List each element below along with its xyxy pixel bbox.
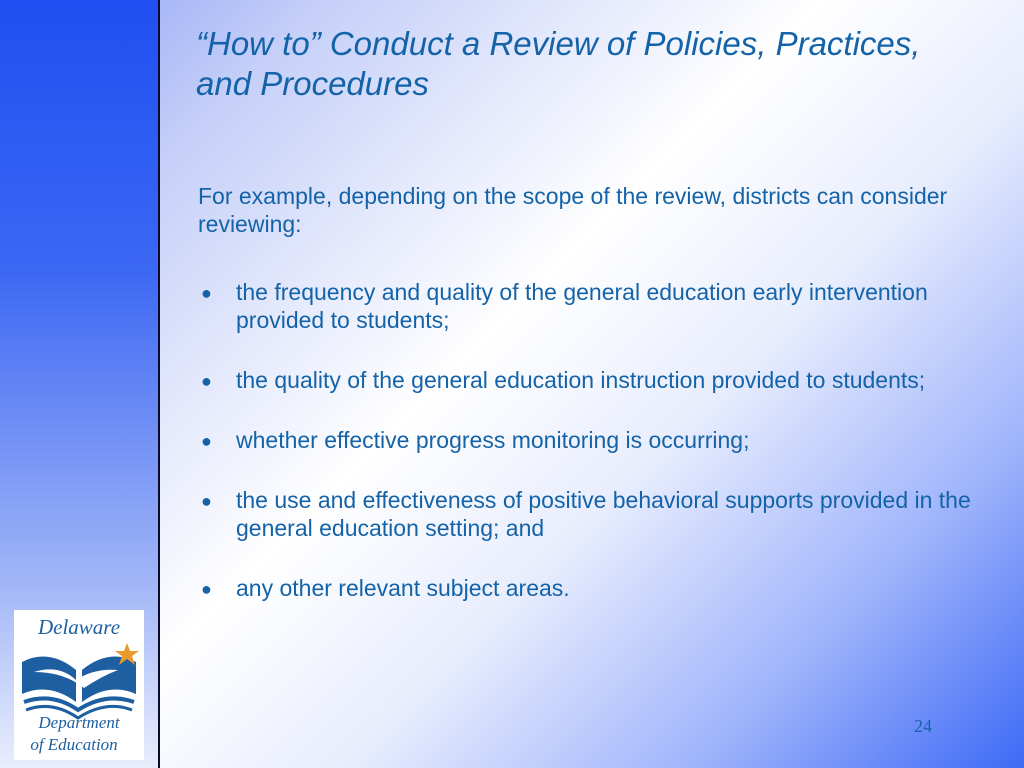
slide-title: “How to” Conduct a Review of Policies, Practices, and Procedures [196,25,921,102]
logo-text-of-education: of Education [30,735,118,754]
bullet-list [198,278,978,602]
list-item [198,366,978,394]
bullet-dot-icon: ● [201,579,212,599]
bullet-text: the frequency and quality of the general education early intervention provided to students; [236,279,928,333]
bullet-text: whether effective progress monitoring is occurring; [236,427,750,453]
delaware-doe-logo [14,610,144,760]
bullet-dot-icon: ● [201,371,212,391]
list-item [198,278,978,334]
logo-text-delaware: Delaware [37,615,121,639]
list-item [198,426,978,454]
bullet-dot-icon: ● [201,283,212,303]
bullet-text: the use and effectiveness of positive behavioral supports provided in the general education setting; and [236,487,971,541]
bullet-dot-icon: ● [201,491,212,511]
bullet-dot-icon: ● [201,431,212,451]
list-item [198,574,978,602]
logo-text-department: Department [38,713,120,732]
page-number: 24 [914,716,932,736]
intro-text: For example, depending on the scope of the review, districts can consider reviewing: [198,183,948,237]
bullet-text: any other relevant subject areas. [236,575,570,601]
list-item [198,486,978,542]
bullet-text: the quality of the general education instruction provided to students; [236,367,926,393]
